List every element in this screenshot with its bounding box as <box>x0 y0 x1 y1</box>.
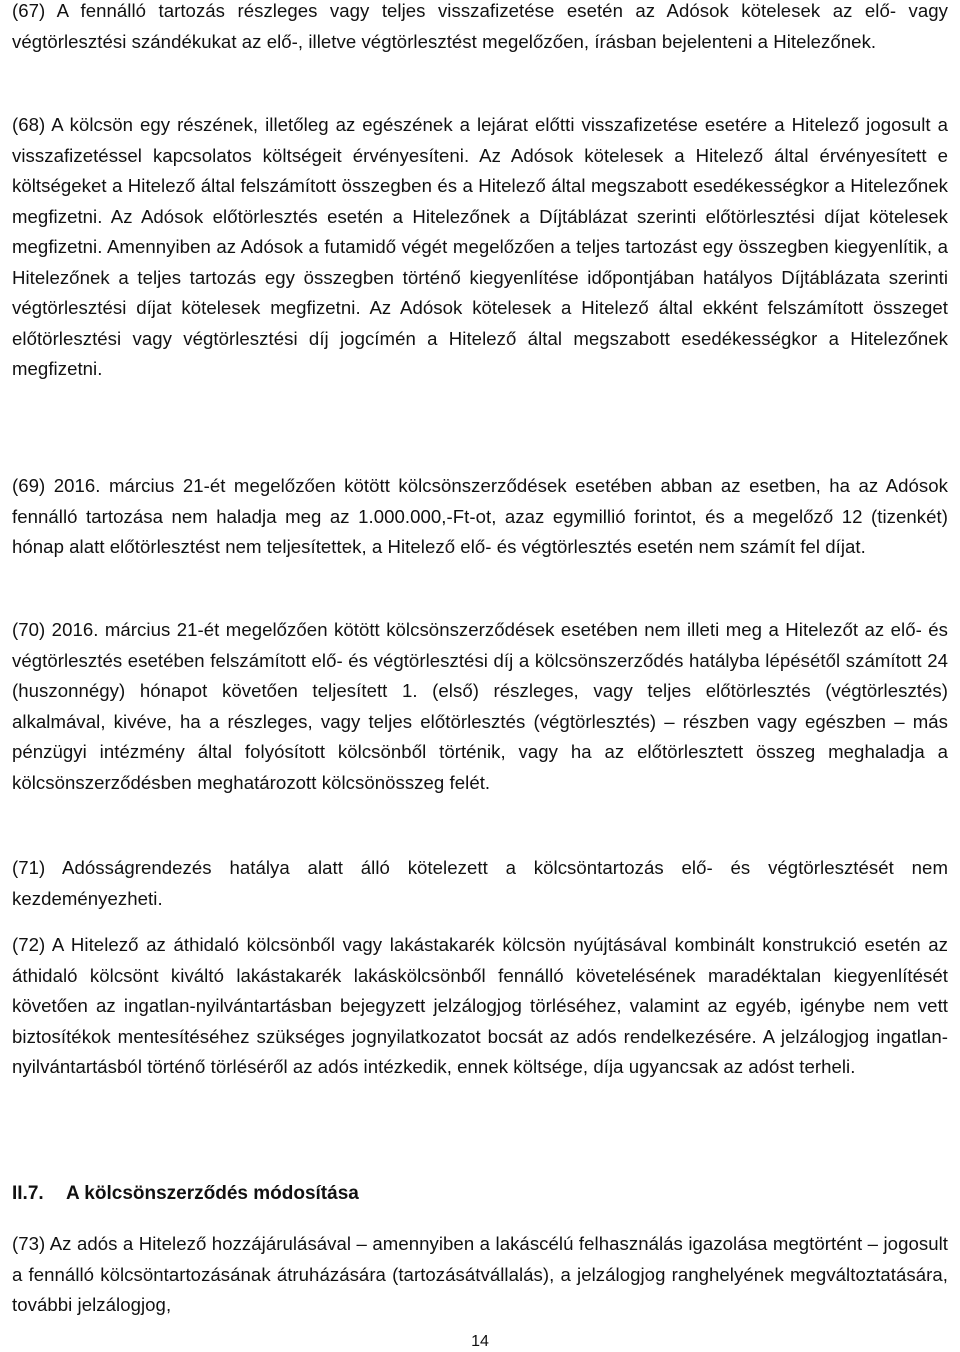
paragraph-72: (72) A Hitelező az áthidaló kölcsönből vagy lakástakarék kölcsön nyújtásával kombinált konstrukció esetén az áthidaló kölcsönt kiváltó lakástakarék lakáskölcsönből fennálló követelésének maradéktalan kiegyenlítését követően az ingatlan-nyilvántartásban bejegyzett jelzálogjog törléséhez, valamint az egyéb, igénybe nem vett biztosítékok mentesítéséhez szükséges jognyilatkozatot bocsát az adós rendelkezésére. A jelzálogjog ingatlan-nyilvántartásból történő törléséről az adós intézkedik, ennek költsége, díja ugyancsak az adóst terheli. <box>12 934 948 1077</box>
paragraph-70: (70) 2016. március 21-ét megelőzően kötött kölcsönszerződések esetében nem illeti meg a Hitelezőt az elő- és végtörlesztés esetében felszámított elő- és végtörlesztési díj a kölcsönszerződés hatályba lépésétől számított 24 (huszonnégy) hónapot követően teljesített 1. (első) részleges, vagy teljes előtörlesztés (végtörlesztés) alkalmával, kivéve, ha a részleges, vagy teljes előtörlesztés (végtörlesztés) – részben vagy egészben – más pénzügyi intézmény által folyósított kölcsönből történik, vagy ha az előtörlesztett összeg meghaladja a kölcsönszerződésben meghatározott kölcsönösszeg felét. <box>12 619 948 793</box>
paragraph-69: (69) 2016. március 21-ét megelőzően kötött kölcsönszerződések esetében abban az esetben, ha az Adósok fennálló tartozása nem haladja meg az 1.000.000,-Ft-ot, azaz egymillió forintot, és a megelőző 12 (tizenkét) hónap alatt előtörlesztést nem teljesítettek, a Hitelező elő- és végtörlesztés esetén nem számít fel díjat. <box>12 475 948 557</box>
section-heading <box>12 1183 359 1205</box>
paragraph-71: (71) Adósságrendezés hatálya alatt álló kötelezett a kölcsöntartozás elő- és végtörlesztését nem kezdeményezheti. <box>12 857 948 909</box>
paragraph-73: (73) Az adós a Hitelező hozzájárulásával – amennyiben a lakáscélú felhasználás igazolása megtörtént – jogosult a fennálló kölcsöntartozásának átruházására (tartozásátvállalás), a jelzálogjog ranghelyének megváltoztatására, további jelzálogjog, <box>12 1233 948 1315</box>
section-title: A kölcsönszerződés módosítása <box>66 1183 359 1204</box>
paragraph-67: (67) A fennálló tartozás részleges vagy teljes visszafizetése esetén az Adósok kötelesek az elő- vagy végtörlesztési szándékukat az elő-, illetve végtörlesztést megelőzően, írásban bejelenteni a Hitelezőnek. <box>12 0 948 52</box>
page-number: 14 <box>471 1333 489 1350</box>
section-number: II.7. <box>12 1183 44 1204</box>
paragraph-68: (68) A kölcsön egy részének, illetőleg az egészének a lejárat előtti visszafizetése esetére a Hitelező jogosult a visszafizetéssel kapcsolatos költségeit érvényesíteni. Az Adósok kötelesek a Hitelező által érvényesített e költségeket a Hitelező által felszámított összegben és a Hitelező által megszabott esedékességkor a Hitelezőnek megfizetni. Az Adósok előtörlesztés esetén a Hitelezőnek a Díjtáblázat szerinti előtörlesztési díjat kötelesek megfizetni. Amennyiben az Adósok a futamidő végét megelőzően a teljes tartozást egy összegben kiegyenlítik, a Hitelezőnek a teljes tartozás egy összegben történő kiegyenlítése időpontjában hatályos Díjtáblázata szerinti végtörlesztési díjat kötelesek megfizetni. Az Adósok kötelesek a Hitelező által ekként felszámított összeget előtörlesztési vagy végtörlesztési díj jogcímén a Hitelező által megszabott esedékességkor a Hitelezőnek megfizetni. <box>12 114 948 379</box>
